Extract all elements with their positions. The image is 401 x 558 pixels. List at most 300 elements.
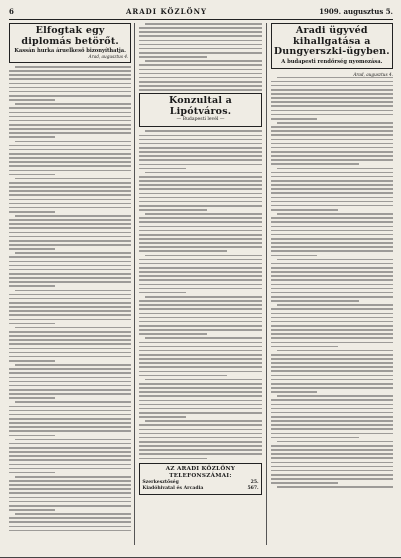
text-line <box>139 429 261 431</box>
text-line <box>271 105 393 107</box>
text-line <box>271 428 393 430</box>
text-line <box>139 135 261 137</box>
col1-body <box>9 66 131 531</box>
text-line <box>139 308 261 310</box>
text-line <box>15 252 131 254</box>
text-line <box>271 424 393 426</box>
text-line <box>9 87 131 89</box>
text-line <box>139 139 261 141</box>
telephone-value-1: 25. <box>250 480 259 486</box>
text-line <box>139 40 261 42</box>
text-line <box>9 443 131 445</box>
text-line <box>271 271 393 273</box>
text-line <box>271 221 393 223</box>
text-line <box>139 453 261 455</box>
text-line <box>9 418 131 420</box>
text-line <box>9 377 131 379</box>
text-line <box>271 163 359 165</box>
text-line <box>277 213 393 215</box>
text-line <box>271 242 393 244</box>
text-line <box>271 238 393 240</box>
telephone-label-1: Szerkesztőség <box>142 480 179 486</box>
text-line <box>15 66 131 68</box>
text-line <box>9 426 131 428</box>
text-line <box>9 74 131 76</box>
text-line <box>139 275 261 277</box>
text-line <box>9 480 131 482</box>
text-line <box>9 497 131 499</box>
text-line <box>145 420 261 422</box>
text-line <box>139 143 261 145</box>
text-line <box>9 78 131 80</box>
text-line <box>139 404 261 406</box>
text-line <box>9 348 131 350</box>
text-line <box>9 335 131 337</box>
text-line <box>9 484 131 486</box>
text-line <box>139 424 261 426</box>
text-line <box>9 343 131 345</box>
text-line <box>9 170 131 172</box>
text-line <box>9 145 131 147</box>
text-line <box>9 455 131 457</box>
col3-headline-box <box>271 23 393 69</box>
text-line <box>145 172 261 174</box>
text-line <box>145 296 261 298</box>
text-line <box>271 416 393 418</box>
text-line <box>9 223 131 225</box>
text-line <box>271 325 393 327</box>
text-line <box>271 114 393 116</box>
text-line <box>9 277 131 279</box>
text-line <box>9 298 131 300</box>
text-line <box>139 164 261 166</box>
text-line <box>271 159 393 161</box>
text-line <box>271 89 393 91</box>
text-line <box>271 234 393 236</box>
text-line <box>9 472 55 474</box>
text-line <box>139 230 261 232</box>
text-line <box>9 211 55 213</box>
text-line <box>139 250 227 252</box>
text-line <box>139 85 261 87</box>
text-line <box>139 69 261 71</box>
text-line <box>9 285 55 287</box>
text-line <box>271 437 359 439</box>
text-line <box>271 81 393 83</box>
text-line <box>139 73 261 75</box>
text-line <box>9 236 131 238</box>
text-line <box>9 509 55 511</box>
text-line <box>9 356 131 358</box>
text-line <box>271 457 393 459</box>
text-line <box>139 64 261 66</box>
text-line <box>271 404 393 406</box>
text-line <box>271 255 317 257</box>
text-line <box>271 346 338 348</box>
text-line <box>139 48 261 50</box>
text-line <box>145 213 261 215</box>
text-line <box>271 230 393 232</box>
text-line <box>9 124 131 126</box>
text-line <box>9 530 131 532</box>
text-line <box>9 435 55 437</box>
text-line <box>271 379 393 381</box>
text-line <box>9 451 131 453</box>
text-line <box>9 261 131 263</box>
text-line <box>9 339 131 341</box>
col1-subhead: Kassán hurka áruelkeső bizonyíthatja. <box>14 48 126 54</box>
text-line <box>9 107 131 109</box>
text-line <box>271 470 393 472</box>
text-line <box>271 180 393 182</box>
text-line <box>271 337 393 339</box>
text-line <box>271 176 393 178</box>
text-line <box>9 99 55 101</box>
page-number: 6 <box>9 6 14 16</box>
text-line <box>9 95 131 97</box>
text-line <box>9 397 55 399</box>
text-line <box>9 281 131 283</box>
text-line <box>9 161 131 163</box>
text-line <box>271 308 393 310</box>
text-line <box>9 149 131 151</box>
text-line <box>9 488 131 490</box>
text-line <box>9 91 131 93</box>
text-line <box>271 321 393 323</box>
text-line <box>9 265 131 267</box>
text-line <box>139 159 261 161</box>
text-line <box>139 197 261 199</box>
text-line <box>139 449 261 451</box>
text-line <box>9 385 131 387</box>
text-line <box>9 447 131 449</box>
text-line <box>277 259 393 261</box>
text-line <box>271 184 393 186</box>
text-line <box>277 77 393 79</box>
column-1 <box>9 23 134 545</box>
text-line <box>9 517 131 519</box>
text-line <box>9 319 131 321</box>
text-line <box>139 234 261 236</box>
text-line <box>271 387 393 389</box>
text-line <box>9 372 131 374</box>
text-line <box>9 203 131 205</box>
text-line <box>139 366 261 368</box>
text-line <box>139 437 261 439</box>
text-line <box>139 387 261 389</box>
text-line <box>139 391 261 393</box>
text-line <box>145 130 261 132</box>
text-line <box>271 408 393 410</box>
text-line <box>139 350 261 352</box>
text-line <box>139 267 261 269</box>
text-line <box>271 130 393 132</box>
text-line <box>15 513 131 515</box>
text-line <box>139 201 261 203</box>
text-line <box>139 433 261 435</box>
text-line <box>139 193 261 195</box>
text-line <box>271 474 393 476</box>
text-line <box>139 458 206 460</box>
text-line <box>271 466 393 468</box>
text-line <box>9 269 131 271</box>
text-line <box>139 412 261 414</box>
text-line <box>271 342 393 344</box>
text-line <box>139 358 261 360</box>
text-line <box>9 310 131 312</box>
text-line <box>9 128 131 130</box>
text-line <box>139 151 261 153</box>
text-line <box>271 383 393 385</box>
text-line <box>9 207 131 209</box>
text-line <box>271 93 393 95</box>
text-line <box>139 52 261 54</box>
text-line <box>271 370 393 372</box>
text-line <box>277 395 393 397</box>
text-line <box>9 116 131 118</box>
text-line <box>9 381 131 383</box>
text-line <box>139 168 185 170</box>
text-line <box>139 313 261 315</box>
text-line <box>9 136 55 138</box>
telephone-box <box>139 463 261 495</box>
text-line <box>15 439 131 441</box>
text-line <box>271 192 393 194</box>
text-line <box>9 132 131 134</box>
text-line <box>139 371 261 373</box>
text-line <box>271 482 338 484</box>
text-line <box>9 422 131 424</box>
text-line <box>139 35 261 37</box>
text-line <box>277 304 393 306</box>
text-line <box>9 70 131 72</box>
text-line <box>9 219 131 221</box>
text-line <box>271 317 393 319</box>
text-line <box>139 226 261 228</box>
text-line <box>139 180 261 182</box>
text-line <box>139 375 227 377</box>
text-line <box>139 445 261 447</box>
masthead-rule <box>9 19 393 20</box>
text-line <box>139 242 261 244</box>
text-line <box>139 176 261 178</box>
text-line <box>9 410 131 412</box>
text-line <box>139 279 261 281</box>
text-line <box>139 333 206 335</box>
text-line <box>271 288 393 290</box>
column-3 <box>267 23 393 545</box>
text-line <box>139 271 261 273</box>
text-line <box>15 401 131 403</box>
col3-body <box>271 77 393 489</box>
text-line <box>9 186 131 188</box>
text-line <box>271 449 393 451</box>
text-line <box>145 337 261 339</box>
text-line <box>9 120 131 122</box>
text-line <box>271 205 393 207</box>
text-line <box>9 153 131 155</box>
text-line <box>139 246 261 248</box>
telephone-value-2: 567. <box>247 486 259 492</box>
text-line <box>271 362 393 364</box>
text-line <box>139 184 261 186</box>
text-line <box>271 188 393 190</box>
text-line <box>271 358 393 360</box>
text-line <box>15 364 131 366</box>
text-line <box>9 306 131 308</box>
text-line <box>9 360 55 362</box>
text-line <box>271 375 393 377</box>
text-line <box>9 256 131 258</box>
text-line <box>271 147 393 149</box>
text-line <box>139 77 261 79</box>
text-line <box>9 323 55 325</box>
text-line <box>139 321 261 323</box>
text-line <box>271 126 393 128</box>
text-line <box>271 197 393 199</box>
issue-date: 1909. augusztus 5. <box>319 6 393 16</box>
text-line <box>9 468 131 470</box>
text-line <box>9 194 131 196</box>
text-line <box>271 201 393 203</box>
masthead <box>9 5 393 17</box>
text-line <box>9 521 131 523</box>
text-line <box>139 317 261 319</box>
text-line <box>9 464 131 466</box>
text-line <box>271 279 393 281</box>
text-line <box>271 151 393 153</box>
text-line <box>139 155 261 157</box>
text-line <box>9 389 131 391</box>
text-line <box>271 366 393 368</box>
text-line <box>139 147 261 149</box>
text-line <box>271 399 393 401</box>
text-line <box>271 101 393 103</box>
text-line <box>145 255 261 257</box>
text-line <box>139 400 261 402</box>
text-line <box>139 416 185 418</box>
text-line <box>277 441 393 443</box>
text-line <box>139 300 261 302</box>
text-line <box>9 368 131 370</box>
text-line <box>139 209 206 211</box>
text-line <box>271 420 393 422</box>
text-line <box>9 227 131 229</box>
text-line <box>9 273 131 275</box>
text-line <box>139 44 261 46</box>
col1-headline-box <box>9 23 131 63</box>
col2-headline-box <box>139 93 261 127</box>
text-line <box>139 238 261 240</box>
text-line <box>139 217 261 219</box>
text-line <box>15 215 131 217</box>
text-line <box>271 329 393 331</box>
text-line <box>9 174 55 176</box>
text-line <box>9 83 131 85</box>
text-line <box>9 182 131 184</box>
text-line <box>271 217 393 219</box>
text-line <box>9 248 55 250</box>
text-line <box>9 244 131 246</box>
text-line <box>271 118 317 120</box>
text-line <box>15 327 131 329</box>
text-line <box>139 362 261 364</box>
text-line <box>9 526 131 528</box>
text-line <box>139 441 261 443</box>
text-line <box>139 395 261 397</box>
text-line <box>271 97 393 99</box>
text-line <box>271 354 393 356</box>
text-line <box>9 492 131 494</box>
text-line <box>9 232 131 234</box>
text-line <box>139 188 261 190</box>
col2-subhead: — Budapesti levél — <box>176 117 225 123</box>
text-line <box>9 505 131 507</box>
text-line <box>271 391 317 393</box>
text-line <box>139 205 261 207</box>
column-2 <box>134 23 266 545</box>
text-line <box>271 143 393 145</box>
text-line <box>271 296 393 298</box>
text-line <box>15 290 131 292</box>
text-line <box>9 393 131 395</box>
text-line <box>271 275 393 277</box>
text-line <box>9 199 131 201</box>
text-line <box>139 408 261 410</box>
text-line <box>271 134 393 136</box>
text-line <box>139 342 261 344</box>
text-line <box>9 314 131 316</box>
text-line <box>271 226 393 228</box>
text-line <box>9 240 131 242</box>
text-line <box>139 259 261 261</box>
text-line <box>271 85 393 87</box>
text-line <box>9 430 131 432</box>
text-line <box>139 292 185 294</box>
text-line <box>139 354 261 356</box>
text-line <box>277 350 393 352</box>
text-line <box>9 501 131 503</box>
text-line <box>139 89 261 91</box>
text-line <box>271 478 393 480</box>
text-line <box>139 263 261 265</box>
text-line <box>277 168 393 170</box>
text-line <box>145 379 261 381</box>
text-line <box>271 292 393 294</box>
text-line <box>9 294 131 296</box>
text-line <box>9 414 131 416</box>
text-line <box>9 459 131 461</box>
text-line <box>271 433 393 435</box>
text-line <box>139 329 261 331</box>
text-line <box>271 110 393 112</box>
text-line <box>9 302 131 304</box>
text-line <box>9 406 131 408</box>
text-line <box>139 31 261 33</box>
paper-name: ARADI KÖZLÖNY <box>126 6 207 16</box>
col3-subhead: A budapesti rendőrség nyomozása. <box>281 58 383 65</box>
col1-note: Arad, augusztus 4. <box>88 54 129 59</box>
columns <box>9 23 393 545</box>
text-line <box>271 155 393 157</box>
text-line <box>139 325 261 327</box>
text-line <box>139 346 261 348</box>
text-line <box>271 267 393 269</box>
text-line <box>271 313 393 315</box>
text-line <box>15 476 131 478</box>
telephone-label-2: Kiadóhivatal és Arcadia <box>142 486 204 492</box>
text-line <box>139 288 261 290</box>
